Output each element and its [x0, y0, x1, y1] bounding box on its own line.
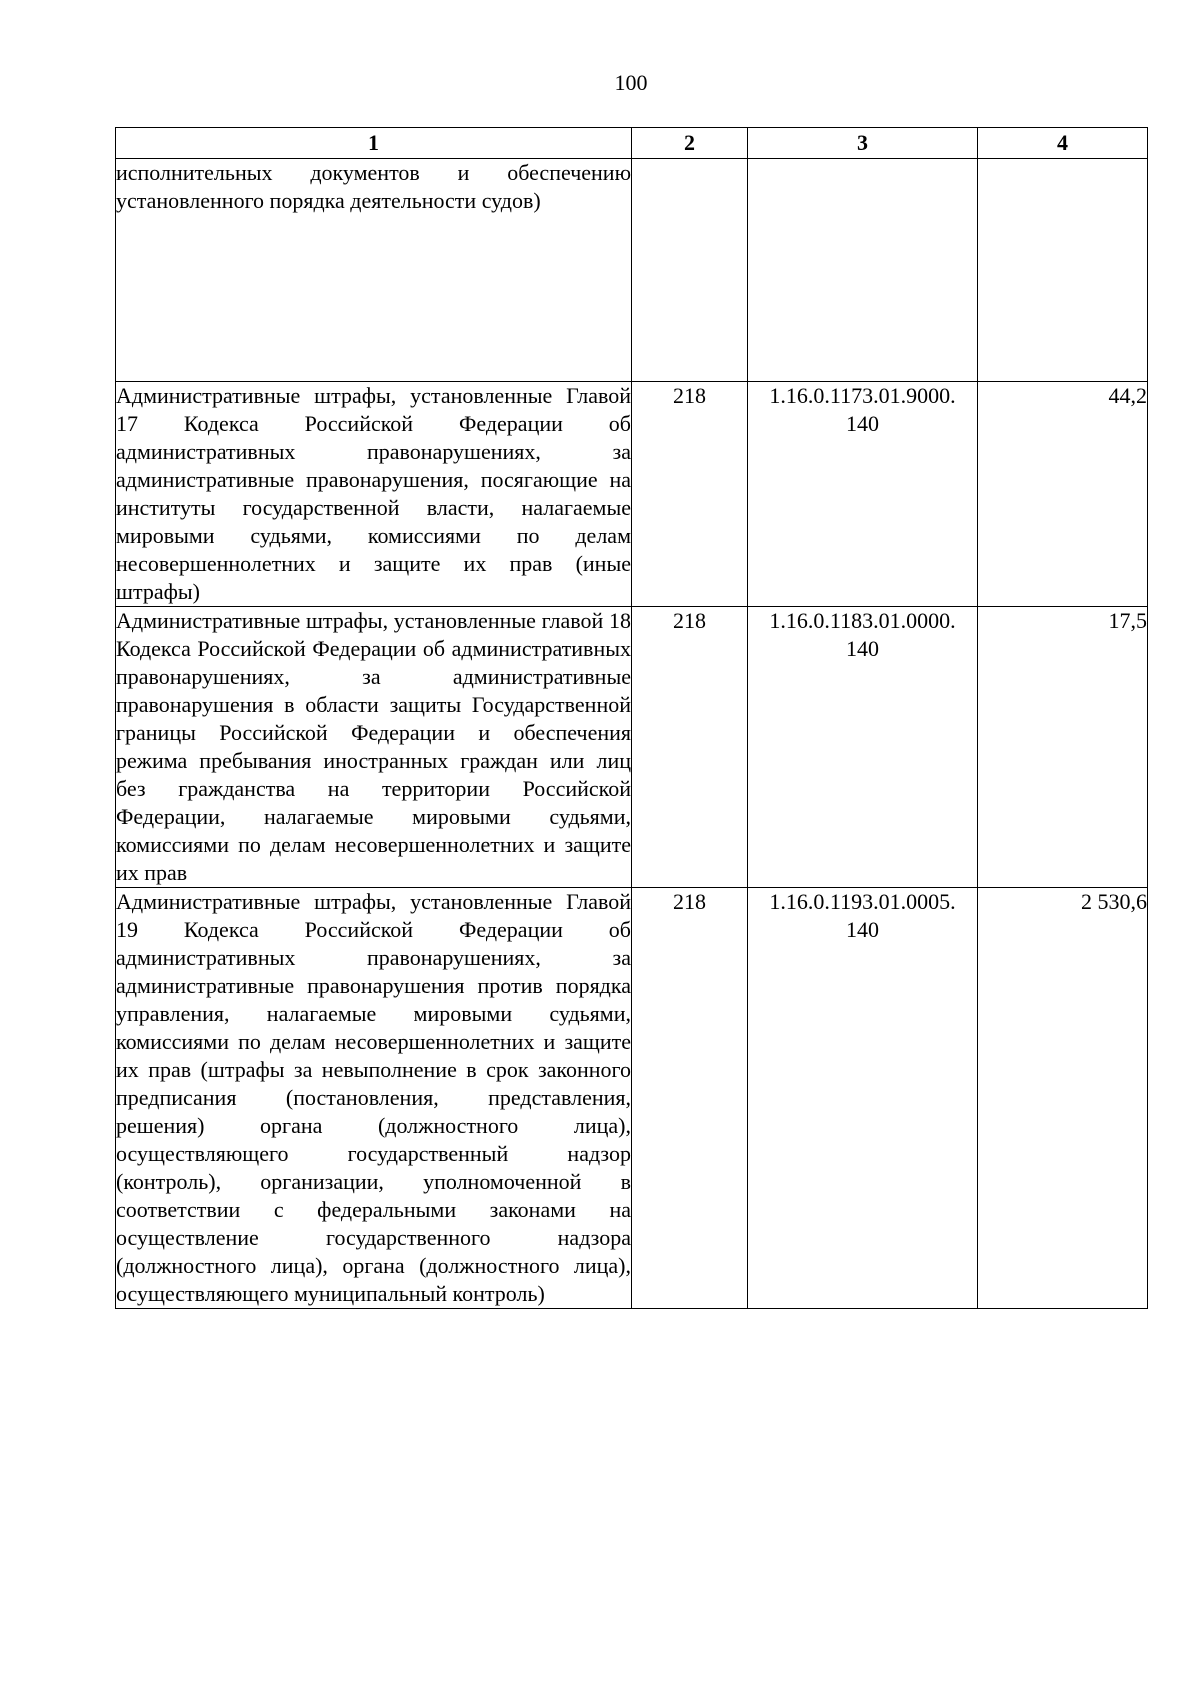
table-row	[116, 607, 1148, 888]
column-header-1: 1	[116, 128, 632, 159]
row-admin-code: 218	[632, 607, 748, 888]
kbk-code-line1: 1.16.0.1183.01.0000.	[769, 608, 956, 633]
row-description: Административные штрафы, установленные главой 18 Кодекса Российской Федерации об административных правонарушениях, за административные правонарушения в области защиты Государственной границы Российской Федерации и обеспечения режима пребывания иностранных граждан или лиц без гражданства на территории Российской Федерации, налагаемые мировыми судьями, комиссиями по делам несовершеннолетних и защите их прав	[116, 607, 632, 888]
row-description: Административные штрафы, установленные Главой 19 Кодекса Российской Федерации об административных правонарушениях, за административные правонарушения против порядка управления, налагаемые мировыми судьями, комиссиями по делам несовершеннолетних и защите их прав (штрафы за невыполнение в срок законного предписания (постановления, представления, решения) органа (должностного лица), осуществляющего государственный надзор (контроль), организации, уполномоченной в соответствии с федеральными законами на осуществление государственного надзора (должностного лица), органа (должностного лица), осуществляющего муниципальный контроль)	[116, 888, 632, 1309]
column-header-2: 2	[632, 128, 748, 159]
budget-table	[115, 127, 1148, 1309]
row-amount: 17,5	[978, 607, 1148, 888]
row-admin-code: 218	[632, 382, 748, 607]
row-kbk-code	[748, 607, 978, 888]
kbk-code-line2: 140	[846, 411, 879, 436]
table-row	[116, 888, 1148, 1309]
kbk-code-line2: 140	[846, 917, 879, 942]
kbk-code-line2: 140	[846, 636, 879, 661]
column-header-3: 3	[748, 128, 978, 159]
column-header-4: 4	[978, 128, 1148, 159]
kbk-code-line1: 1.16.0.1173.01.9000.	[769, 383, 956, 408]
row-kbk-code	[748, 159, 978, 382]
row-kbk-code	[748, 888, 978, 1309]
page-number: 100	[614, 70, 648, 95]
row-description: Административные штрафы, установленные Главой 17 Кодекса Российской Федерации об административных правонарушениях, за административные правонарушения, посягающие на институты государственной власти, налагаемые мировыми судьями, комиссиями по делам несовершеннолетних и защите их прав (иные штрафы)	[116, 382, 632, 607]
row-admin-code	[632, 159, 748, 382]
row-admin-code: 218	[632, 888, 748, 1309]
table-row	[116, 159, 1148, 382]
table-header-row	[116, 128, 1148, 159]
kbk-code-line1: 1.16.0.1193.01.0005.	[769, 889, 956, 914]
table-row	[116, 382, 1148, 607]
row-amount	[978, 159, 1148, 382]
row-amount: 44,2	[978, 382, 1148, 607]
row-amount: 2 530,6	[978, 888, 1148, 1309]
row-kbk-code	[748, 382, 978, 607]
row-description: исполнительных документов и обеспечению установленного порядка деятельности судов)	[116, 159, 632, 382]
